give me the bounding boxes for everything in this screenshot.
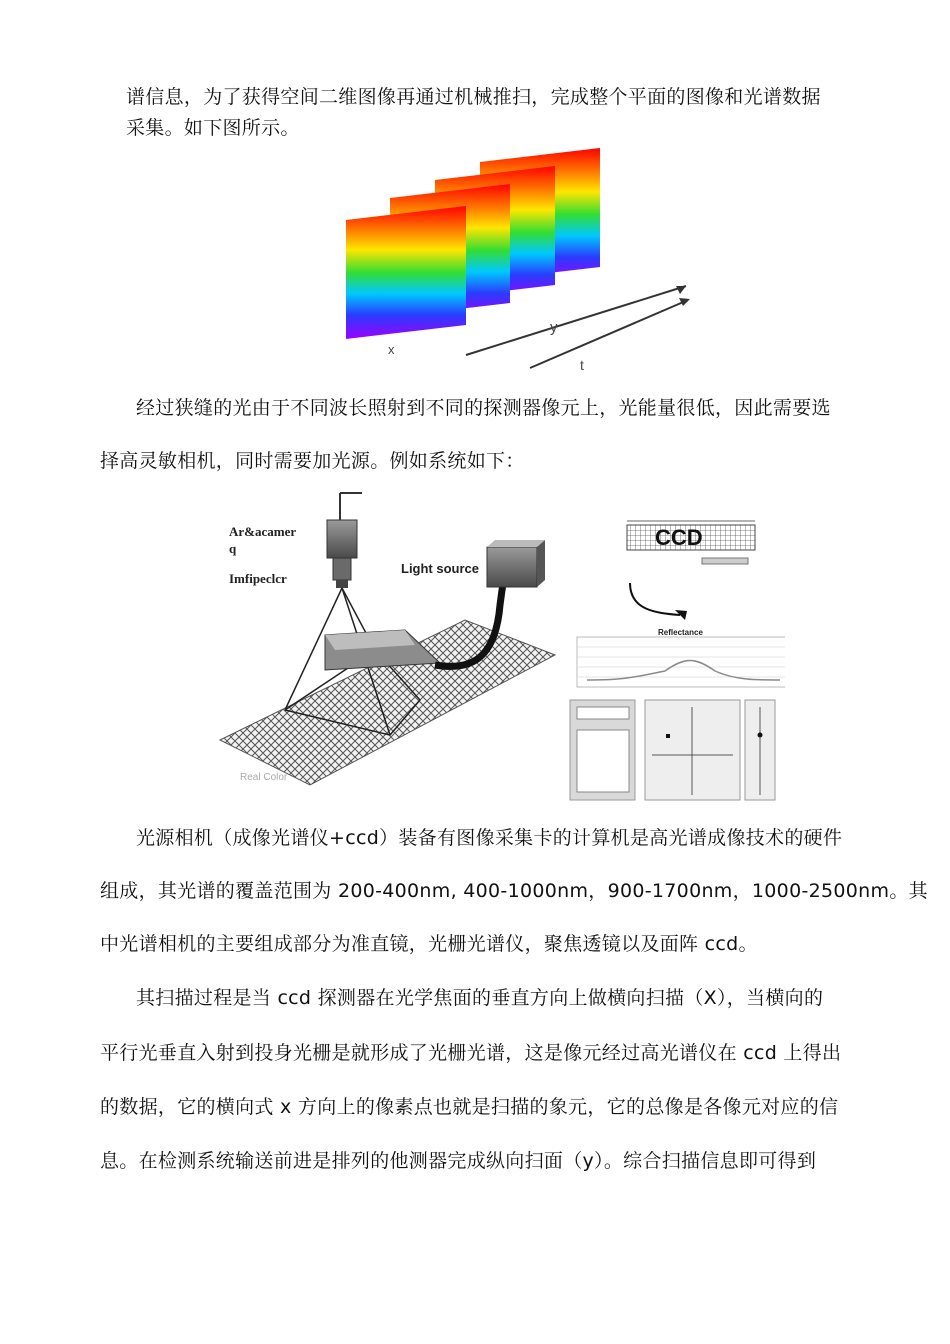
light-box [325,630,440,670]
ccd-to-chart-arrow [630,583,680,615]
x-axis-label: x [388,342,395,357]
spectral-frame-1 [346,206,466,339]
paragraph-1-line-2: 采集。如下图所示。 [126,117,300,139]
camera-label-line-1: Ar&acamer [229,524,297,539]
camera-label-line-2: q [229,541,237,556]
paragraph-3-line-1: 光源相机（成像光谱仪+ccd）装备有图像采集卡的计算机是高光谱成像技术的硬件 [136,827,843,849]
paragraph-3-line-2: 组成，其光谱的覆盖范围为 200-400nm, 400-1000nm，900-1700nm，1000-2500nm。其 [100,880,928,902]
reflectance-chart [577,637,785,687]
paragraph-2-line-1: 经过狭缝的光由于不同波长照射到不同的探测器像元上，光能量很低，因此需要选 [136,397,831,419]
t-axis-label: t [580,357,584,373]
paragraph-4-line-2: 平行光垂直入射到投身光栅是就形成了光栅光谱，这是像元经过高光谱仪在 ccd 上得出 [100,1042,842,1064]
paragraph-4-line-4: 息。在检测系统输送前进是排列的他测器完成纵向扫面（y）。综合扫描信息即可得到 [100,1150,817,1172]
reflectance-title: Reflectance [658,628,703,637]
light-source-box [487,540,545,587]
paragraph-4-line-1: 其扫描过程是当 ccd 探测器在光学焦面的垂直方向上做横向扫描（X），当横向的 [136,987,824,1009]
y-axis-label: y [550,319,558,336]
imaging-spectrograph-label: Imfipeclcr [229,571,287,586]
paragraph-1-line-1: 谱信息，为了获得空间二维图像再通过机械推扫，完成整个平面的图像和光谱数据 [126,86,821,108]
color-values-panel [570,700,635,800]
watermark-text: Real Color [240,772,288,783]
lightness-scale [745,700,775,800]
light-source-label: Light source [401,561,480,576]
ccd-label: CCD [655,525,703,550]
paragraph-2-line-2: 择高灵敏相机，同时需要加光源。例如系统如下： [100,450,525,472]
paragraph-3-line-3: 中光谱相机的主要组成部分为准直镜，光栅光谱仪，聚焦透镜以及面阵 ccd。 [100,933,758,955]
camera [327,520,357,588]
color-scatter-plot [645,700,740,800]
spectral-cube-figure [330,140,710,375]
paragraph-4-line-3: 的数据，它的横向式 x 方向上的像素点也就是扫描的象元，它的总像是各像元对应的信 [100,1096,839,1118]
hyperspectral-system-figure [215,485,785,805]
